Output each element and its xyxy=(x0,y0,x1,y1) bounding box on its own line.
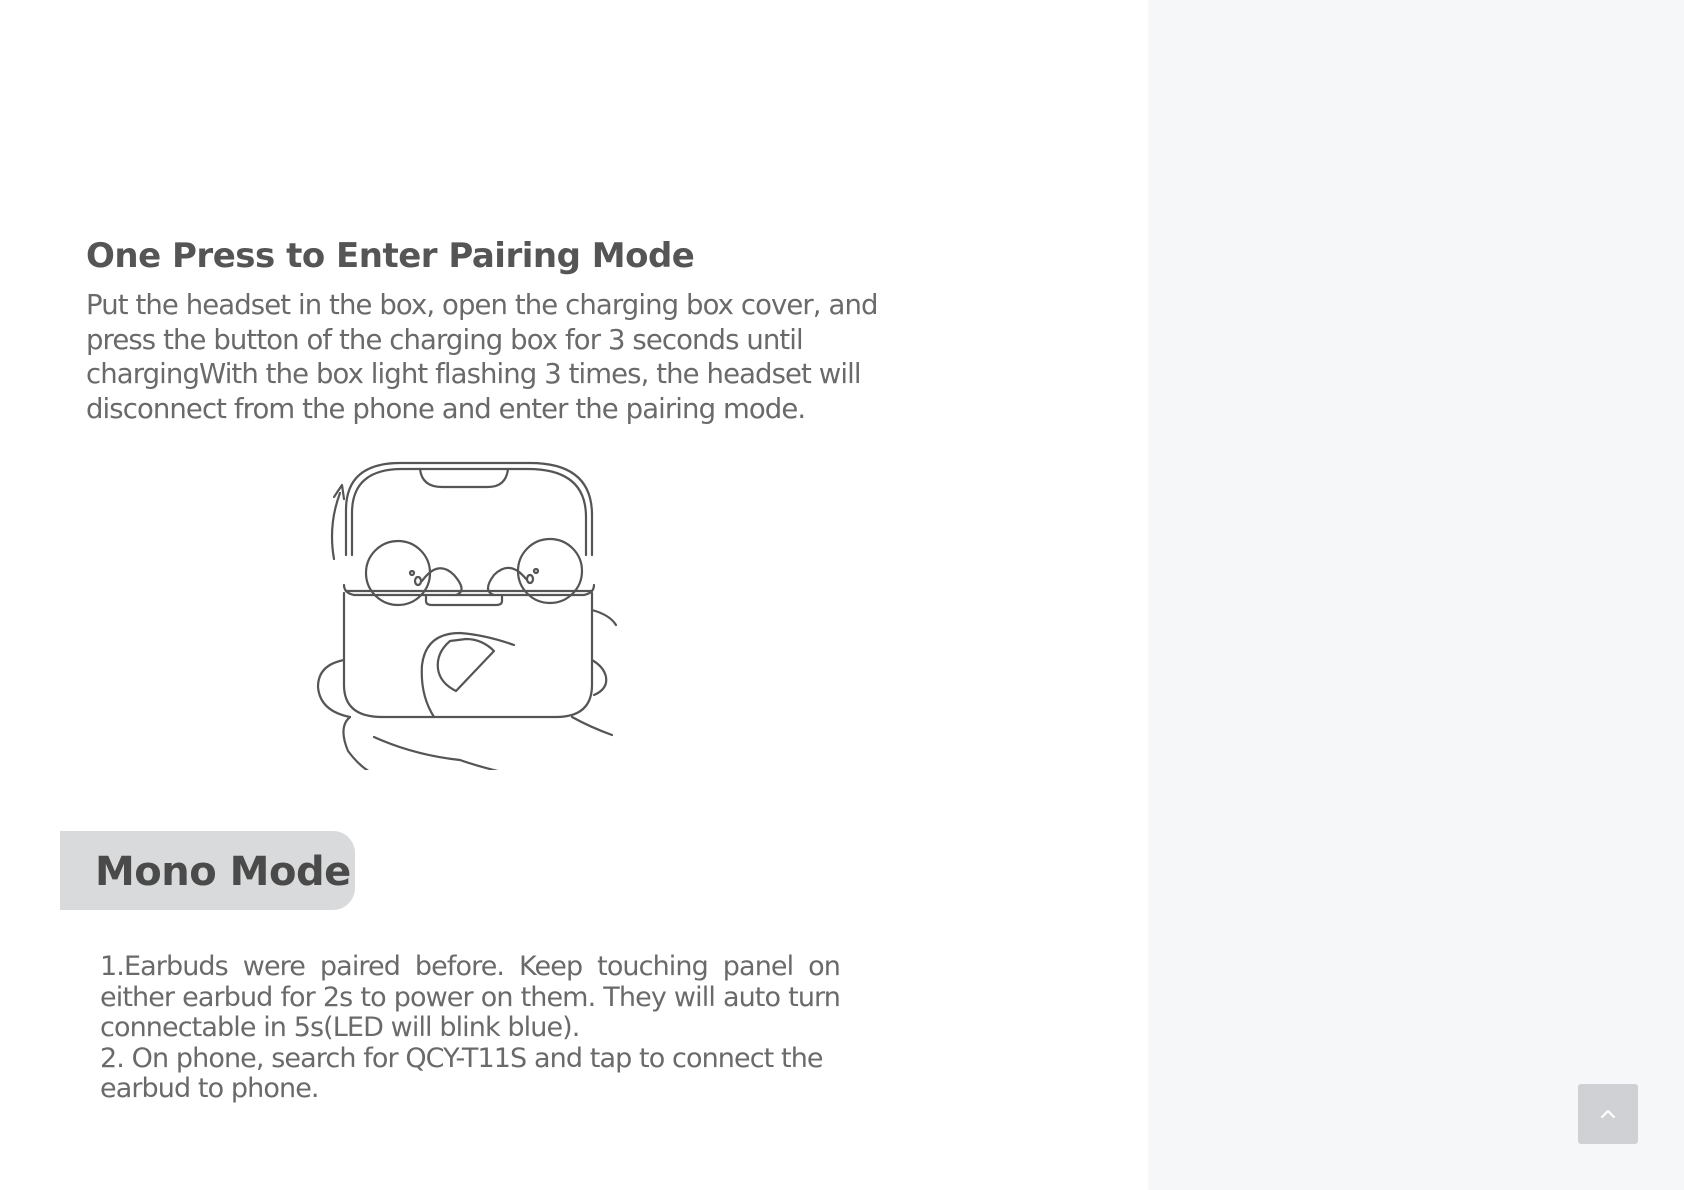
pairing-line: disconnect from the phone and enter the pairing mode. xyxy=(86,392,806,425)
mono-line: 1.Earbuds were paired before. Keep touching panel on xyxy=(100,951,840,982)
pairing-line: chargingWith the box light flashing 3 times, the headset will xyxy=(86,358,861,390)
mono-instructions xyxy=(100,952,840,1105)
right-sidebar xyxy=(1148,0,1684,1190)
pairing-line: press the button of the charging box for 3 seconds until xyxy=(86,323,803,356)
mono-line: either earbud for 2s to power on them. They will auto turn xyxy=(100,981,840,1013)
mono-line: connectable in 5s(LED will blink blue). xyxy=(100,1012,580,1043)
scroll-to-top-button[interactable] xyxy=(1578,1084,1638,1144)
pairing-section-title: One Press to Enter Pairing Mode xyxy=(86,236,695,276)
charging-case-hand-icon xyxy=(310,455,630,770)
mono-mode-badge-label: Mono Mode xyxy=(95,849,351,895)
pairing-line: Put the headset in the box, open the charging box cover, and xyxy=(86,289,878,321)
mono-line: earbud to phone. xyxy=(100,1073,319,1104)
pairing-instructions xyxy=(86,288,878,426)
chevron-up-icon xyxy=(1598,1104,1618,1124)
mono-line: 2. On phone, search for QCY-T11S and tap to connect the xyxy=(100,1042,823,1074)
